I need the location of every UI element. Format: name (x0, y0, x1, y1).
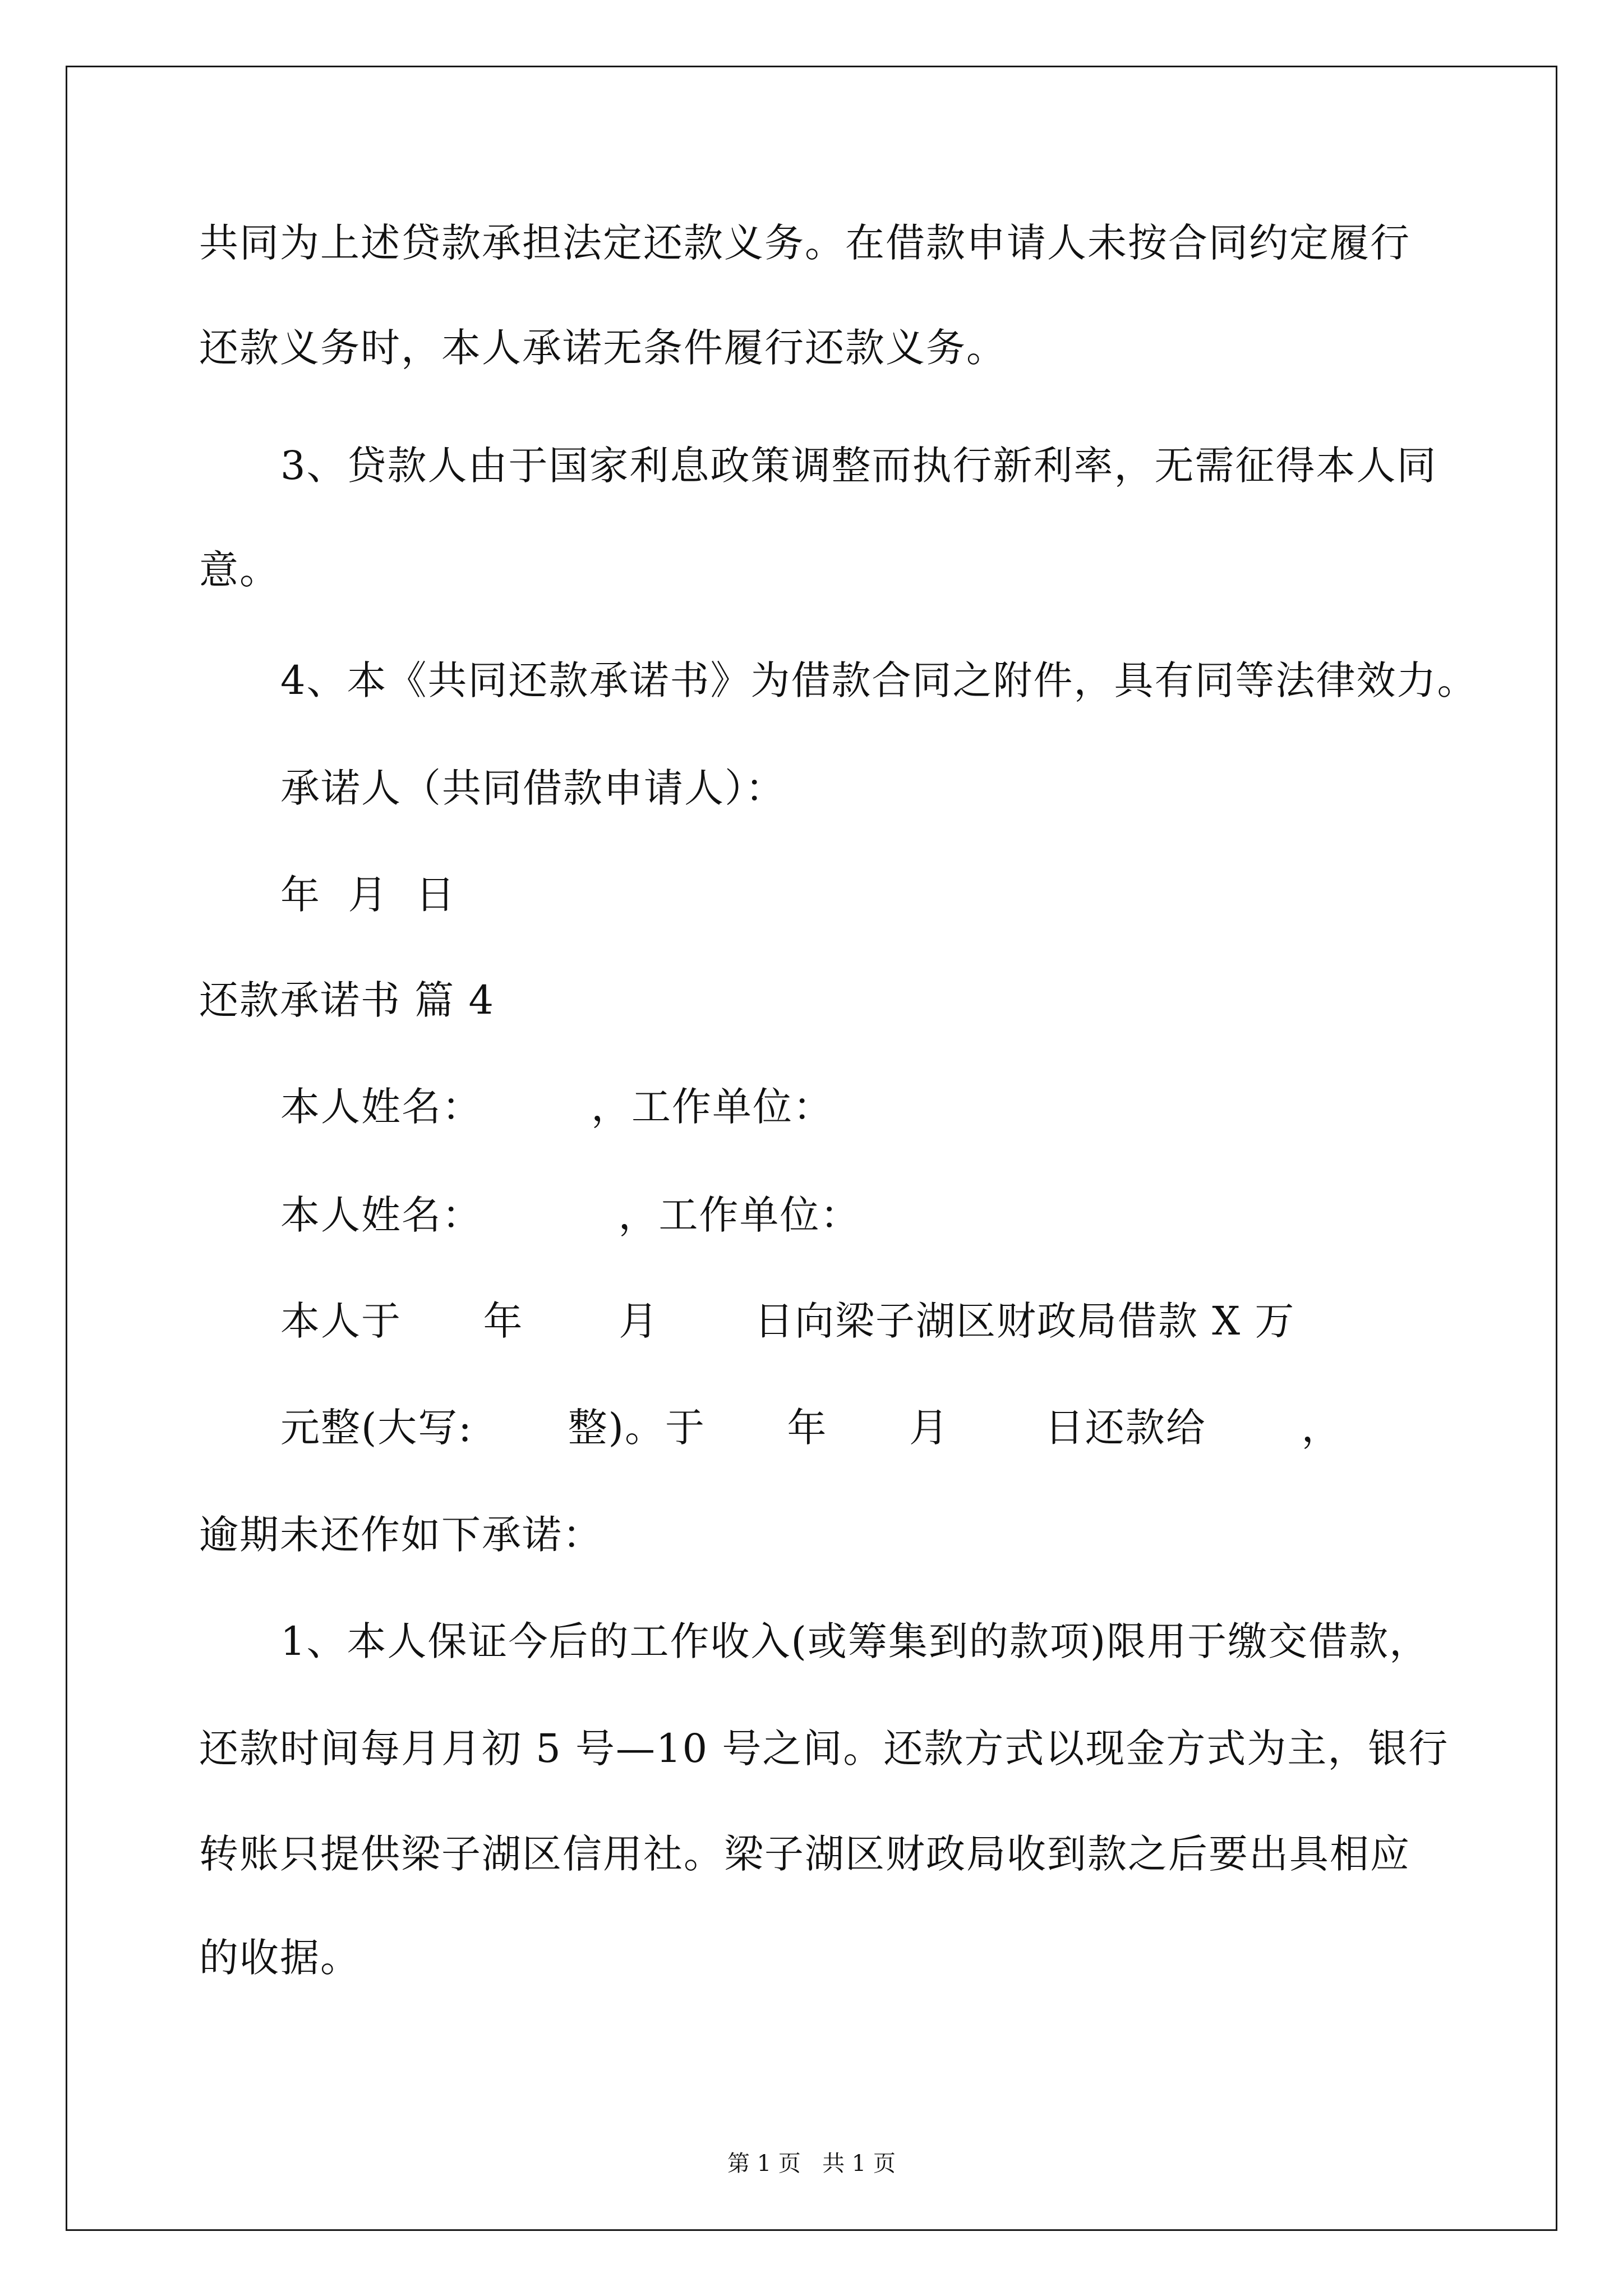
paragraph-line: 意。 (199, 547, 280, 593)
page-footer: 第 1 页 共 1 页 (727, 2151, 896, 2177)
signature-label: 承诺人（共同借款申请人）： (280, 765, 786, 811)
date-line: 年 月 日 (280, 872, 457, 918)
form-line: 本人姓名： ，工作单位： (280, 1084, 834, 1130)
page-border (66, 66, 1557, 2231)
paragraph-line: 1、本人保证今后的工作收入(或筹集到的款项)限用于缴交借款， (280, 1618, 1430, 1664)
paragraph-line: 逾期未还作如下承诺： (199, 1512, 603, 1558)
form-line: 本人于 年 月 日向梁子湖区财政局借款 X 万 (280, 1298, 1295, 1344)
paragraph-line: 共同为上述贷款承担法定还款义务。在借款申请人未按合同约定履行 (199, 220, 1410, 266)
paragraph-line: 还款义务时，本人承诺无条件履行还款义务。 (199, 325, 1007, 371)
form-line: 元整(大写: 整)。于 年 月 日还款给 ， (280, 1405, 1342, 1451)
form-line: 本人姓名： ，工作单位： (280, 1192, 861, 1238)
paragraph-line: 的收据。 (199, 1935, 361, 1981)
paragraph-line: 还款时间每月月初 5 号—10 号之间。还款方式以现金方式为主，银行 (199, 1726, 1449, 1772)
paragraph-line: 3、贷款人由于国家利息政策调整而执行新利率，无需征得本人同 (280, 443, 1437, 489)
paragraph-line: 4、本《共同还款承诺书》为借款合同之附件，具有同等法律效力。 (280, 657, 1478, 703)
section-heading: 还款承诺书 篇 4 (199, 977, 495, 1023)
paragraph-line: 转账只提供梁子湖区信用社。梁子湖区财政局收到款之后要出具相应 (199, 1831, 1410, 1877)
